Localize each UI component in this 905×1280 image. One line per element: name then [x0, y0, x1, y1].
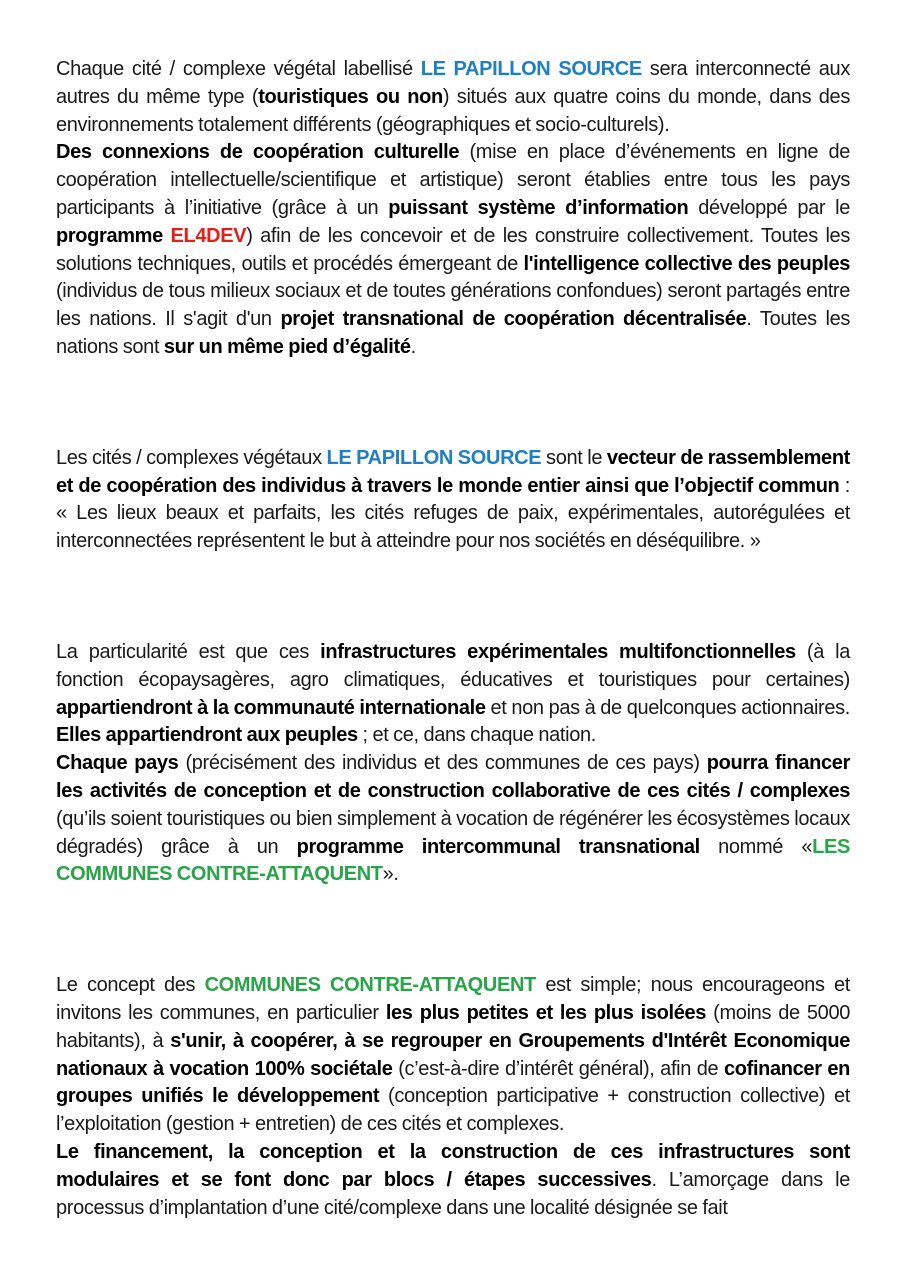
label-papillon-source: LE PAPILLON SOURCE — [420, 58, 642, 80]
label-communes-contre-attaquent: LES COMMUNES CONTRE-ATTAQUENT — [56, 835, 850, 886]
paragraph-interconnection: Chaque cité / complexe végétal labellisé LE PAPILLON SOURCE sera interconnecté aux autres du même type (touristiques ou non) situés aux quatre coins du monde, dans des environnements totalement différents (géographiques et socio-culturels). — [56, 58, 850, 136]
paragraph-concept: Le concept des COMMUNES CONTRE-ATTAQUENT est simple; nous encourageons et invitons les communes, en particulier les plus petites et les plus isolées (moins de 5000 habitants), à s'unir, à coopérer, à se regrouper en Groupements d'Intérêt Economique nationaux à vocation 100% sociétale (c’est-à-dire d’intérêt général), afin de cofinancer en groupes unifiés le développement (conception participative + construction collective) et l’exploitation (gestion + entretien) de ces cités et complexes. — [56, 974, 851, 1136]
paragraph-financing-countries: Chaque pays (précisément des individus et des communes de ces pays) pourra financer les activités de conception et de construction collaborative de ces cités / complexes (qu’ils soient touristiques ou bien simplement à vocation de régénérer les écosystèmes locaux dégradés) grâce à un programme intercommunal transnational nommé «LES COMMUNES CONTRE-ATTAQUENT». — [56, 752, 851, 886]
label-papillon-source: LE PAPILLON SOURCE — [326, 446, 542, 469]
paragraph-particularity: La particularité est que ces infrastructures expérimentales multifonctionnelles (à la fonction écopaysagères, agro climatiques, éducatives et touristiques pour certaines) appartiendront à la communauté internationale et non pas à de quelconques actionnaires. Elles appartiendront aux peuples ; et ce, dans chaque nation. — [56, 640, 850, 747]
label-el4dev: EL4DEV — [170, 224, 247, 247]
paragraph-gap — [56, 362, 850, 445]
label-communes-contre-attaquent: COMMUNES CONTRE-ATTAQUENT — [204, 974, 536, 997]
paragraph-vector: Les cités / complexes végétaux LE PAPILLON SOURCE sont le vecteur de rassemblement et de coopération des individus à travers le monde entier ainsi que l’objectif commun : « Les lieux beaux et parfaits, les cités refuges de paix, expérimentales, autorégulées et interconnectées représentent le but à atteindre pour nos sociétés en déséquilibre. » — [56, 446, 850, 553]
paragraph-gap — [56, 889, 850, 972]
paragraph-modular-financing: Le financement, la conception et la construction de ces infrastructures sont modulaires et se font donc par blocs / étapes successives. L’amorçage dans le processus d’implantation d’une cité/complexe dans une localité désignée se fait — [56, 1140, 851, 1219]
paragraph-cultural-connections: Des connexions de coopération culturelle (mise en place d’événements en ligne de coopération intellectuelle/scientifique et artistique) seront établies entre tous les pays participants à l’initiative (grâce à un puissant système d’information développé par le programme EL4DEV) afin de les concevoir et de les construire collectivement. Toutes les solutions techniques, outils et procédés émergeant de l'intelligence collective des peuples (individus de tous milieux sociaux et de toutes générations confondues) seront partagés entre les nations. Il s'agit d'un projet transnational de coopération décentralisée. Toutes les nations sont sur un même pied d’égalité. — [56, 141, 851, 358]
paragraph-gap — [56, 556, 850, 639]
